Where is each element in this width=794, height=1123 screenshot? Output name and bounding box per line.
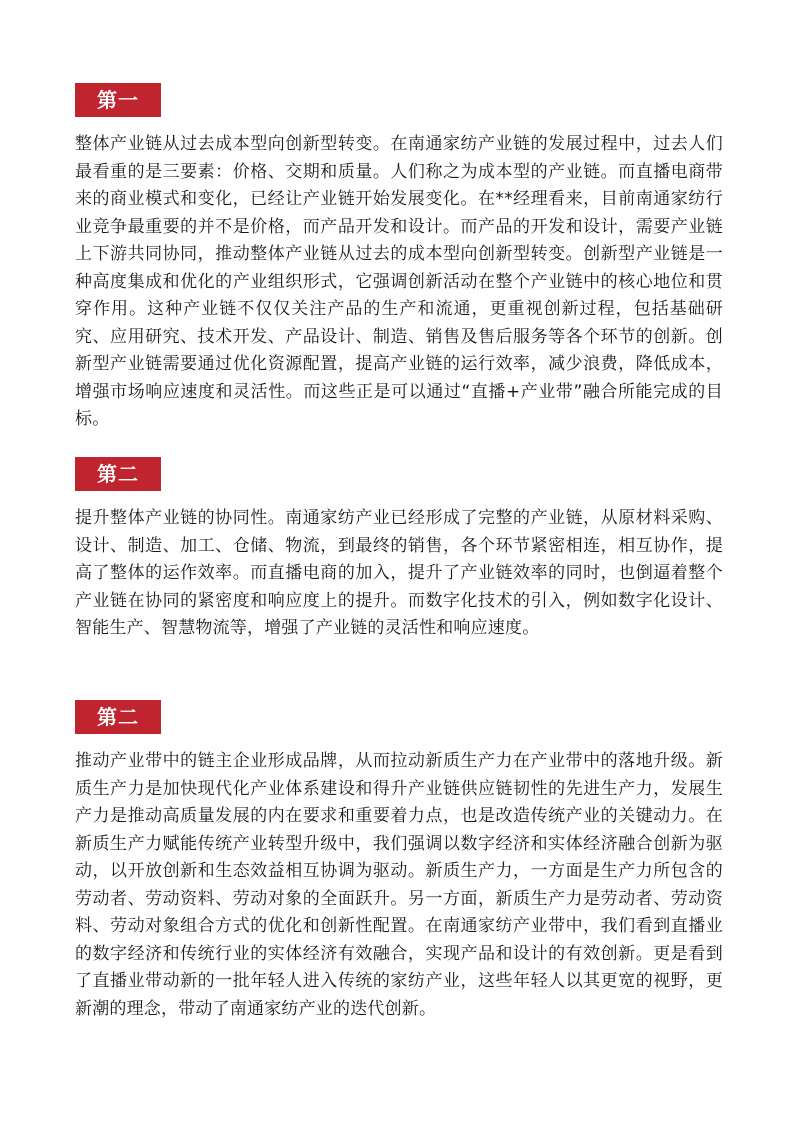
section-first (75, 83, 723, 434)
section-paragraph: 整体产业链从过去成本型向创新型转变。在南通家纺产业链的发展过程中，过去人们最看重的是三要素：价格、交期和质量。人们称之为成本型的产业链。而直播电商带来的商业模式和变化，已经让产业链开始发展变化。在**经理看来，目前南通家纺行业竞争最重要的并不是价格，而产品开发和设计。而产品的开发和设计，需要产业链上下游共同协同，推动整体产业链从过去的成本型向创新型转变。创新型产业链是一种高度集成和优化的产业组织形式，它强调创新活动在整个产业链中的核心地位和贯穿作用。这种产业链不仅仅关注产品的生产和流通，更重视创新过程，包括基础研究、应用研究、技术开发、产品设计、制造、销售及售后服务等各个环节的创新。创新型产业链需要通过优化资源配置，提高产业链的运行效率，减少浪费，降低成本，增强市场响应速度和灵活性。而这些正是可以通过“直播+产业带”融合所能完成的目标。 (75, 134, 723, 429)
section-heading-badge: 第二 (75, 700, 161, 734)
section-second (75, 457, 723, 643)
section-heading-badge: 第一 (75, 83, 161, 117)
section-third (75, 700, 723, 1023)
section-heading-badge: 第二 (75, 457, 161, 491)
section-paragraph: 提升整体产业链的协同性。南通家纺产业已经形成了完整的产业链，从原材料采购、设计、制造、加工、仓储、物流，到最终的销售，各个环节紧密相连，相互协作，提高了整体的运作效率。而直播电商的加入，提升了产业链效率的同时，也倒逼着整个产业链在协同的紧密度和响应度上的提升。而数字化技术的引入，例如数字化设计、智能生产、智慧物流等，增强了产业链的灵活性和响应速度。 (75, 508, 723, 638)
section-paragraph: 推动产业带中的链主企业形成品牌，从而拉动新质生产力在产业带中的落地升级。新质生产力是加快现代化产业体系建设和得升产业链供应链韧性的先进生产力，发展生产力是推动高质量发展的内在要求和重要着力点，也是改造传统产业的关键动力。在新质生产力赋能传统产业转型升级中，我们强调以数字经济和实体经济融合创新为驱动，以开放创新和生态效益相互协调为驱动。新质生产力，一方面是生产力所包含的劳动者、劳动资料、劳动对象的全面跃升。另一方面，新质生产力是劳动者、劳动资料、劳动对象组合方式的优化和创新性配置。在南通家纺产业带中，我们看到直播业的数字经济和传统行业的实体经济有效融合，实现产品和设计的有效创新。更是看到了直播业带动新的一批年轻人进入传统的家纺产业，这些年轻人以其更宽的视野，更新潮的理念，带动了南通家纺产业的迭代创新。 (75, 751, 723, 1019)
